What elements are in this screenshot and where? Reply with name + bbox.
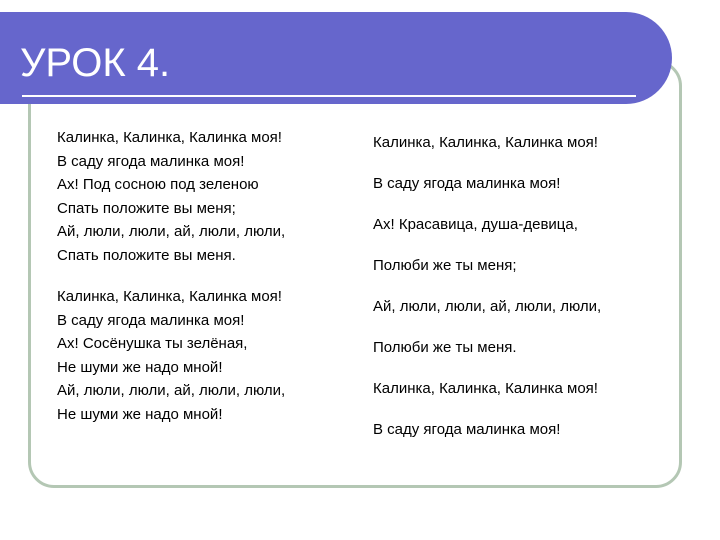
lyric-line: В саду ягода малинка моя! (373, 421, 561, 438)
lyric-line: В саду ягода малинка моя! (57, 152, 245, 170)
lyric-line: Не шуми же надо мной! (57, 358, 223, 376)
lyric-line: Ах! Сосёнушка ты зелёная, (57, 335, 248, 352)
lyric-line: Калинка, Калинка, Калинка моя! (373, 134, 598, 151)
lyric-line: Ай, люли, люли, ай, люли, люли, (57, 382, 286, 399)
title-underline (22, 95, 636, 97)
title-bar (0, 12, 672, 104)
lyrics-left-column (57, 126, 285, 426)
lyric-line: В саду ягода малинка моя! (373, 175, 561, 192)
lyric-line: Спать положите вы меня. (57, 246, 236, 264)
lyric-line: Спать положите вы меня; (57, 199, 236, 217)
lyric-line: Полюби же ты меня. (373, 339, 517, 356)
stanza-2 (57, 285, 285, 426)
lyric-line: Ай, люли, люли, ай, люли, люли, (57, 223, 286, 240)
lyric-line: Ах! Под сосною под зеленою (57, 176, 259, 193)
slide-title: УРОК 4. (20, 41, 171, 85)
stanza-1 (57, 126, 285, 267)
lyric-line: Калинка, Калинка, Калинка моя! (57, 129, 282, 146)
lyric-line: Калинка, Калинка, Калинка моя! (57, 288, 282, 305)
stanza-gap (57, 267, 285, 285)
lyric-line: Полюби же ты меня; (373, 257, 517, 274)
lyrics-right-column (373, 132, 601, 460)
lyric-line: Не шуми же надо мной! (57, 405, 223, 423)
lyric-line: В саду ягода малинка моя! (57, 311, 245, 329)
lyric-line: Калинка, Калинка, Калинка моя! (373, 380, 598, 397)
lyric-line: Ай, люли, люли, ай, люли, люли, (373, 298, 602, 315)
lyric-line: Ах! Красавица, душа-девица, (373, 216, 578, 233)
